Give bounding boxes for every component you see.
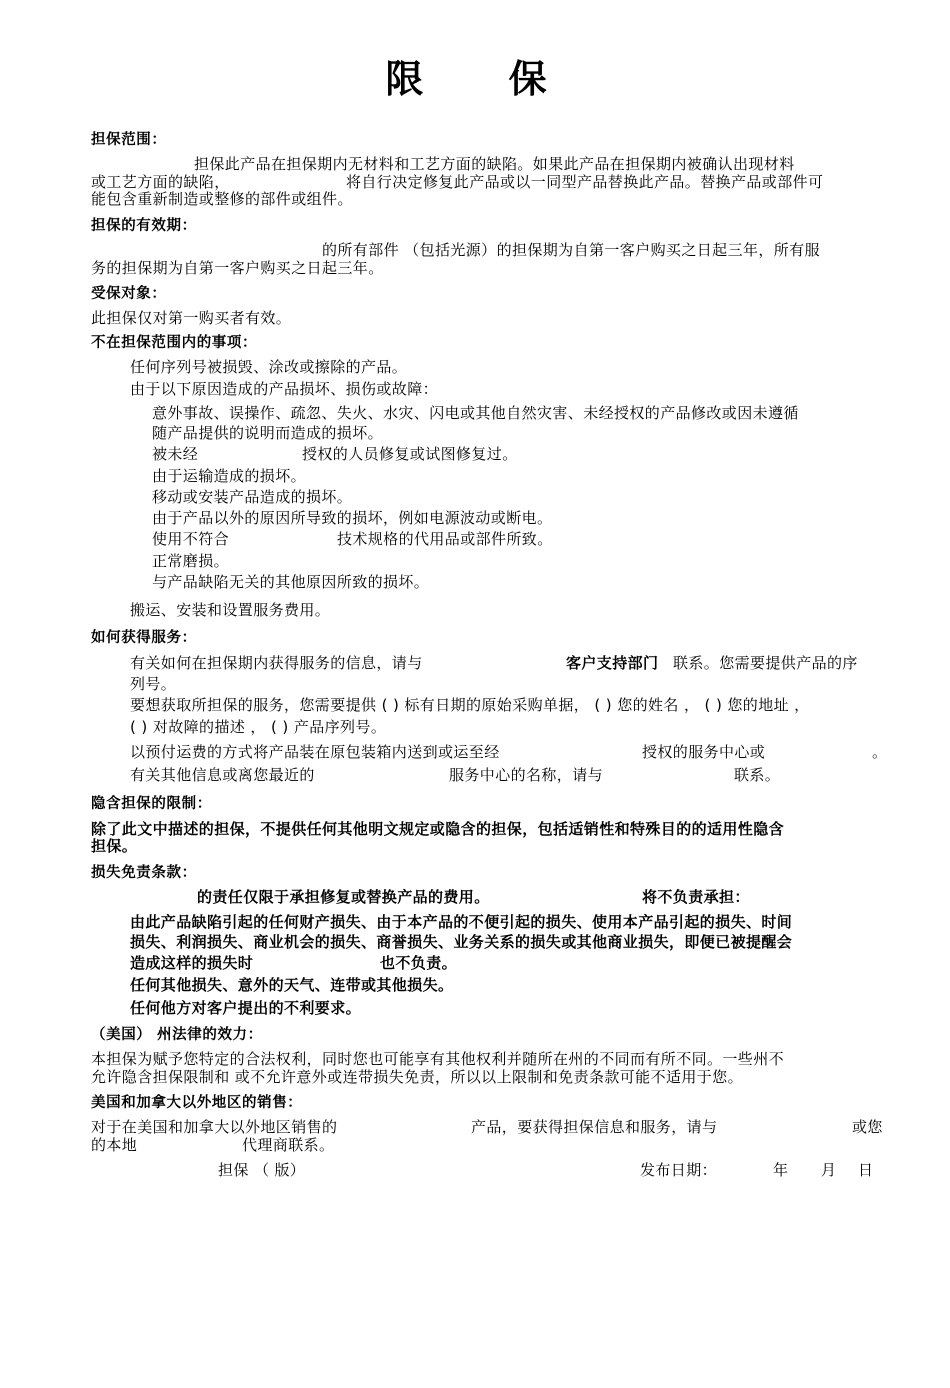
exclusion-subitem: 随产品提供的说明而造成的损坏。 bbox=[152, 424, 384, 442]
implied-text-line-1: 除了此文中描述的担保，不提供任何其他明文规定或隐含的担保，包括适销性和特殊目的的适用性隐含 bbox=[91, 820, 785, 838]
beneficiary-text: 此担保仅对第一购买者有效。 bbox=[91, 309, 292, 327]
state-law-text-line-2: 允许隐含担保限制和 或不允许意外或连带损失免责，所以以上限制和免责条款可能不适用于您。 bbox=[91, 1068, 743, 1086]
liability-heading: 损失免责条款： bbox=[91, 865, 197, 881]
scope-heading: 担保范围： bbox=[91, 132, 167, 148]
service-text: 联系。您需要提供产品的序 bbox=[673, 654, 858, 672]
liability-item: 造成这样的损失时 bbox=[130, 954, 254, 972]
release-date-label: 发布日期： bbox=[640, 1161, 718, 1179]
service-text: 以预付运费的方式将产品装在原包装箱内送到或运至经 bbox=[130, 743, 500, 761]
service-text: 联系。 bbox=[734, 766, 781, 784]
service-heading: 如何获得服务： bbox=[91, 630, 197, 646]
service-text: 有关其他信息或离您最近的 bbox=[130, 766, 315, 784]
liability-item: 由此产品缺陷引起的任何财产损失、由于本产品的不便引起的损失、使用本产品引起的损失、时间 bbox=[130, 913, 793, 931]
validity-text-line-2: 务的担保期为自第一客户购买之日起三年。 bbox=[91, 259, 384, 277]
liability-item: 也不负责。 bbox=[380, 954, 458, 972]
release-date-month: 月 bbox=[821, 1161, 837, 1179]
scope-text-line-2b: 将自行决定修复此产品或以一同型产品替换此产品。替换产品或部件可 bbox=[346, 173, 824, 191]
implied-heading: 隐含担保的限制： bbox=[91, 796, 212, 812]
exclusion-subitem: 授权的人员修复或试图修复过。 bbox=[302, 445, 518, 463]
liability-text: 的责任仅限于承担修复或替换产品的费用。 bbox=[197, 888, 490, 906]
liability-item: 损失、利润损失、商业机会的损失、商誉损失、业务关系的损失或其他商业损失，即便已被提醒会 bbox=[130, 933, 793, 951]
service-text: 列号。 bbox=[130, 675, 177, 693]
service-text: 。 bbox=[872, 743, 888, 761]
international-heading: 美国和加拿大以外地区的销售： bbox=[91, 1095, 303, 1111]
international-text: 产品，要获得担保信息和服务，请与 bbox=[471, 1118, 718, 1136]
exclusion-subitem: 使用不符合 bbox=[152, 530, 230, 548]
exclusion-item: 搬运、安装和设置服务费用。 bbox=[130, 601, 331, 619]
service-text: 服务中心的名称，请与 bbox=[449, 766, 604, 784]
exclusion-subitem: 由于产品以外的原因所导致的损坏，例如电源波动或断电。 bbox=[152, 509, 553, 527]
validity-text-line-1: 的所有部件 （包括光源）的担保期为自第一客户购买之日起三年，所有服 bbox=[322, 241, 820, 259]
release-date-day: 日 bbox=[858, 1161, 874, 1179]
beneficiary-heading: 受保对象： bbox=[91, 286, 167, 302]
exclusion-item: 由于以下原因造成的产品损坏、损伤或故障： bbox=[130, 380, 439, 398]
exclusions-heading: 不在担保范围内的事项： bbox=[91, 335, 258, 351]
liability-item: 任何他方对客户提出的不利要求。 bbox=[130, 999, 362, 1017]
service-text: 有关如何在担保期内获得服务的信息，请与 bbox=[130, 654, 423, 672]
international-text: 的本地 bbox=[91, 1136, 138, 1154]
exclusion-subitem: 由于运输造成的损坏。 bbox=[152, 467, 307, 485]
liability-item: 任何其他损失、意外的天气、连带或其他损失。 bbox=[130, 976, 454, 994]
service-text: ( ) 对故障的描述 ， ( ) 产品序列号。 bbox=[130, 718, 387, 736]
international-text: 或您 bbox=[852, 1118, 883, 1136]
exclusion-subitem: 正常磨损。 bbox=[152, 552, 230, 570]
scope-text-line-1: 担保此产品在担保期内无材料和工艺方面的缺陷。如果此产品在担保期内被确认出现材料 bbox=[194, 155, 795, 173]
exclusion-subitem: 移动或安装产品造成的损坏。 bbox=[152, 488, 353, 506]
service-text: 要想获取所担保的服务，您需要提供 ( ) 标有日期的原始采购单据， ( ) 您的姓名 ， ( ) 您的地址 ， bbox=[130, 696, 810, 714]
state-law-text-line-1: 本担保为赋予您特定的合法权利，同时您也可能享有其他权利并随所在州的不同而有所不同。一些州不 bbox=[91, 1050, 785, 1068]
exclusion-subitem: 技术规格的代用品或部件所致。 bbox=[337, 530, 553, 548]
exclusion-subitem: 意外事故、误操作、疏忽、失火、水灾、闪电或其他自然灾害、未经授权的产品修改或因未遵循 bbox=[152, 404, 799, 422]
international-text: 代理商联系。 bbox=[242, 1136, 335, 1154]
release-date-year: 年 bbox=[773, 1161, 789, 1179]
liability-text: 将不负责承担： bbox=[642, 888, 750, 906]
international-text: 对于在美国和加拿大以外地区销售的 bbox=[91, 1118, 338, 1136]
customer-support-label: 客户支持部门 bbox=[566, 654, 659, 672]
validity-heading: 担保的有效期： bbox=[91, 218, 197, 234]
warranty-version: 担保 （ 版） bbox=[218, 1161, 306, 1179]
scope-text-line-3: 能包含重新制造或整修的部件或组件。 bbox=[91, 190, 353, 208]
implied-text-line-2: 担保。 bbox=[91, 837, 138, 855]
scope-text-line-2a: 或工艺方面的缺陷， bbox=[91, 173, 230, 191]
exclusion-item: 任何序列号被损毁、涂改或擦除的产品。 bbox=[130, 358, 408, 376]
page-title: 限 保 bbox=[385, 57, 583, 101]
state-law-heading: （美国） 州法律的效力： bbox=[91, 1027, 263, 1043]
exclusion-subitem: 被未经 bbox=[152, 445, 199, 463]
service-text: 授权的服务中心或 bbox=[642, 743, 766, 761]
exclusion-subitem: 与产品缺陷无关的其他原因所致的损坏。 bbox=[152, 573, 430, 591]
